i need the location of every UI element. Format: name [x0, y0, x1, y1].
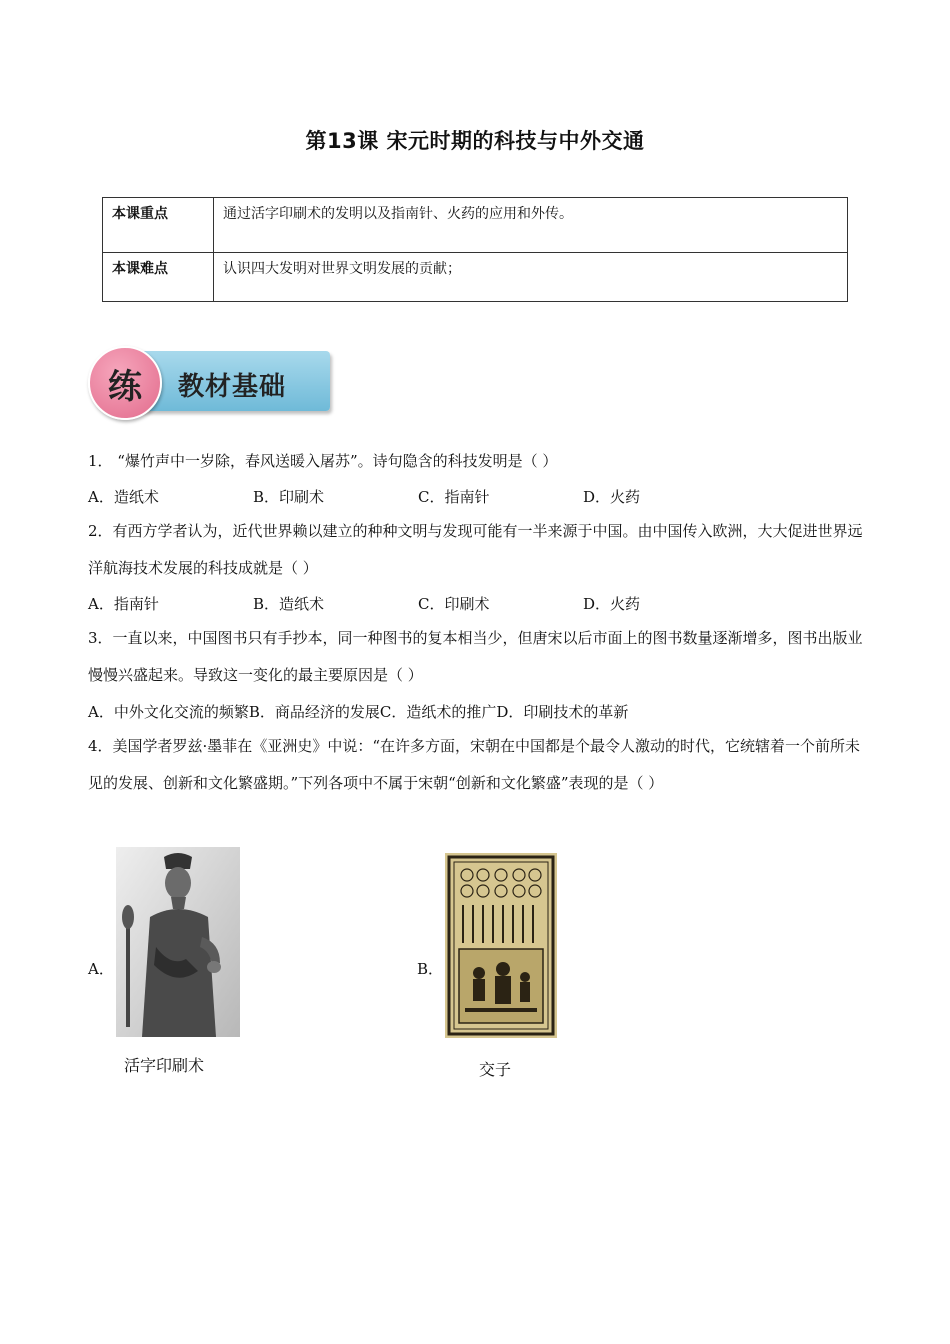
question-3-stem: 3．一直以来，中国图书只有手抄本，同一种图书的复本相当少，但唐宋以后市面上的图书数量逐渐增多，图书出版业慢慢兴盛起来。导致这一变化的最主要原因是（ ） — [88, 629, 863, 684]
image-option-a-caption: 活字印刷术 — [124, 1056, 205, 1075]
image-option-b-caption: 交子 — [479, 1060, 512, 1079]
section-banner — [88, 348, 333, 416]
table-row — [103, 198, 848, 253]
question-4-stem: 4．美国学者罗兹·墨菲在《亚洲史》中说：“在许多方面，宋朝在中国都是个最令人激动的时代，它统辖着一个前所未见的发展、创新和文化繁盛期。”下列各项中不属于宋朝“创新和文化繁盛”表现的是（ ） — [88, 737, 860, 792]
difficulty-text: 认识四大发明对世界文明发展的贡献； — [214, 253, 848, 302]
option-a: A．造纸术 — [88, 488, 159, 506]
question-3-options — [88, 701, 868, 731]
banner-text: 教材基础 — [178, 372, 287, 402]
option-c: C．指南针 — [418, 488, 490, 506]
question-2-options — [88, 593, 868, 623]
statue-photo-icon — [116, 847, 240, 1037]
option-line: A．中外文化交流的频繁B．商品经济的发展C．造纸术的推广D．印刷技术的革新 — [88, 703, 629, 721]
question-1-options — [88, 486, 868, 516]
key-point-label: 本课重点 — [103, 198, 214, 253]
option-d: D．火药 — [583, 488, 641, 506]
option-c: C．印刷术 — [418, 595, 490, 613]
option-a: A．指南针 — [88, 595, 159, 613]
key-point-text: 通过活字印刷术的发明以及指南针、火药的应用和外传。 — [214, 198, 848, 253]
question-2-stem: 2．有西方学者认为，近代世界赖以建立的种种文明与发现可能有一半来源于中国。由中国传入欧洲，大大促进世界远洋航海技术发展的科技成就是（ ） — [88, 522, 863, 577]
image-option-a-letter: A． — [88, 960, 114, 978]
option-d: D．火药 — [583, 595, 641, 613]
page-title: 第13课 宋元时期的科技与中外交通 — [305, 129, 645, 153]
table-row — [103, 253, 848, 302]
option-b: B．印刷术 — [253, 488, 325, 506]
lesson-key-table — [102, 197, 848, 302]
banner-badge: 练 — [88, 346, 162, 420]
question-1-stem: 1． “爆竹声中一岁除，春风送暖入屠苏”。诗句隐含的科技发明是（ ） — [88, 452, 558, 470]
banknote-photo-icon — [445, 853, 557, 1038]
difficulty-label: 本课难点 — [103, 253, 214, 302]
option-b: B．造纸术 — [253, 595, 325, 613]
image-option-b-letter: B． — [417, 960, 444, 978]
